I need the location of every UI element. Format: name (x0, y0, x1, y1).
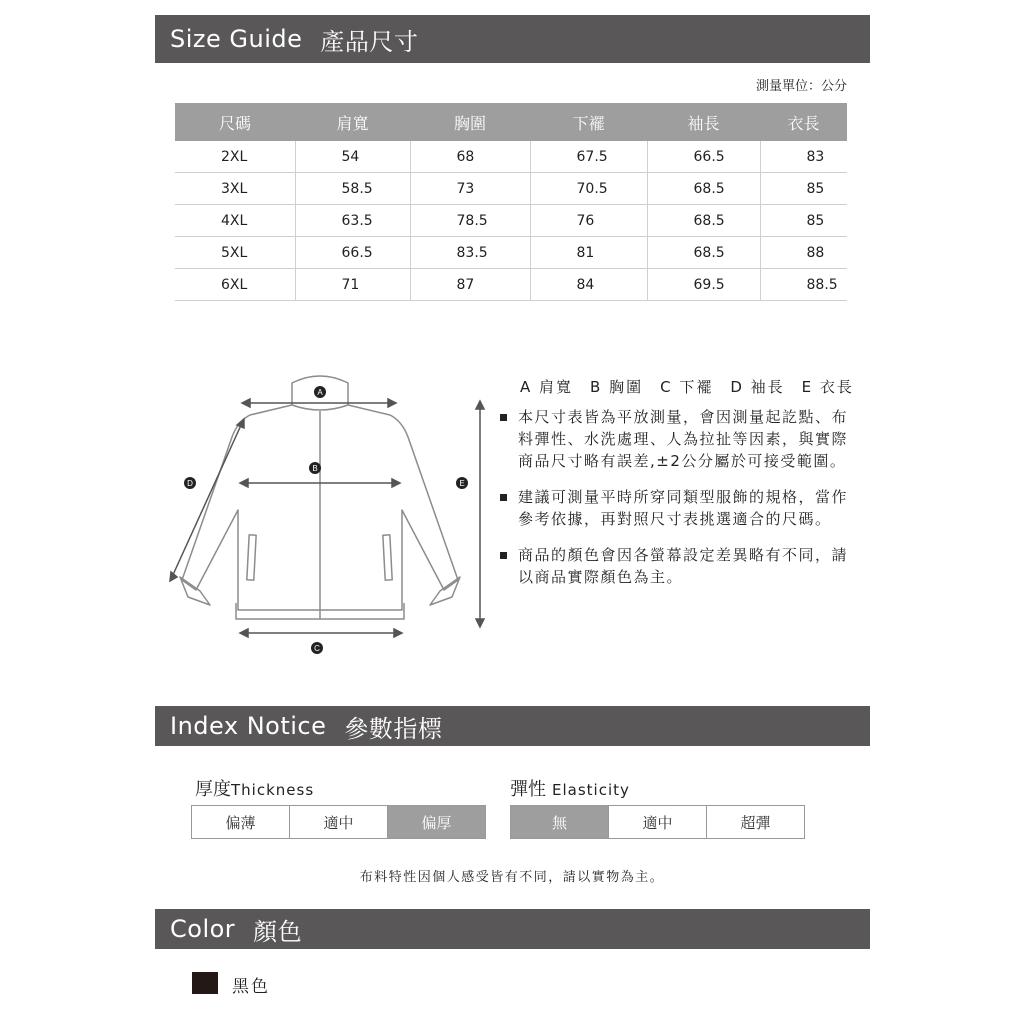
index-notice-banner (155, 706, 870, 746)
bullet-icon (500, 414, 507, 421)
table-cell: 67.5 (530, 141, 647, 173)
marker-e-label: E (459, 479, 465, 488)
list-item (500, 544, 860, 588)
table-cell: 83 (760, 141, 847, 173)
color-swatch (192, 972, 218, 994)
thickness-option-selected: 偏厚 (387, 806, 485, 838)
table-cell: 66.5 (295, 237, 410, 269)
marker-d-label: D (187, 479, 193, 488)
note-text: 商品的顏色會因各螢幕設定差異略有不同，請以商品實際顏色為主。 (518, 546, 849, 586)
table-cell: 73 (410, 173, 530, 205)
table-row (175, 173, 847, 205)
bullet-icon (500, 552, 507, 559)
measurement-notes (500, 406, 860, 602)
table-row (175, 141, 847, 173)
table-cell: 4XL (175, 205, 295, 237)
table-cell: 85 (760, 173, 847, 205)
thickness-option: 偏薄 (225, 813, 256, 832)
index-notice-title-en: Index Notice (170, 712, 327, 740)
elasticity-option: 超彈 (706, 806, 804, 838)
table-row (175, 237, 847, 269)
list-item (500, 406, 860, 472)
table-cell: 68.5 (647, 237, 760, 269)
table-cell: 58.5 (295, 173, 410, 205)
thickness-scale (191, 805, 486, 839)
thickness-label-zh: 厚度 (195, 779, 231, 800)
size-table-header (175, 103, 847, 141)
header-cell: 胸圍 (410, 103, 530, 141)
size-guide-title-zh: 產品尺寸 (320, 27, 419, 56)
elasticity-option: 適中 (608, 806, 706, 838)
table-row (175, 269, 847, 301)
table-cell: 87 (410, 269, 530, 301)
table-cell: 83.5 (410, 237, 530, 269)
table-cell: 85 (760, 205, 847, 237)
unit-note: 測量單位：公分 (755, 79, 847, 94)
color-name: 黑色 (232, 977, 270, 997)
table-cell: 88 (760, 237, 847, 269)
header-cell: 下襬 (530, 103, 647, 141)
header-cell: 肩寬 (295, 103, 410, 141)
size-table (175, 103, 847, 301)
list-item (500, 486, 860, 530)
jacket-diagram (160, 365, 500, 665)
thickness-label (195, 775, 314, 801)
elasticity-label-en: Elasticity (552, 781, 630, 799)
header-cell: 衣長 (760, 103, 847, 141)
color-title-zh: 顏色 (253, 917, 303, 946)
table-cell: 68.5 (647, 205, 760, 237)
table-cell: 88.5 (760, 269, 847, 301)
table-cell: 78.5 (410, 205, 530, 237)
color-banner (155, 909, 870, 949)
marker-b-label: B (312, 464, 318, 473)
table-cell: 84 (530, 269, 647, 301)
size-guide-title-en: Size Guide (170, 25, 303, 53)
table-cell: 68.5 (647, 173, 760, 205)
table-cell: 68 (410, 141, 530, 173)
index-notice-title-zh: 參數指標 (344, 714, 443, 743)
header-cell: 袖長 (647, 103, 760, 141)
header-cell: 尺碼 (175, 103, 295, 141)
measurement-legend: A 肩寬 B 胸圍 C 下襬 D 袖長 E 衣長 (520, 378, 854, 396)
marker-c-label: C (314, 644, 320, 653)
table-cell: 76 (530, 205, 647, 237)
elasticity-label-zh: 彈性 (510, 779, 546, 800)
size-guide-banner (155, 15, 870, 63)
table-cell: 5XL (175, 237, 295, 269)
elasticity-option-selected: 無 (511, 806, 608, 838)
table-cell: 81 (530, 237, 647, 269)
table-cell: 63.5 (295, 205, 410, 237)
thickness-option: 適中 (289, 806, 387, 838)
table-cell: 54 (295, 141, 410, 173)
table-cell: 69.5 (647, 269, 760, 301)
note-text: 建議可測量平時所穿同類型服飾的規格，當作參考依據，再對照尺寸表挑選適合的尺碼。 (518, 488, 849, 528)
elasticity-scale (510, 805, 805, 839)
thickness-label-en: Thickness (231, 781, 315, 799)
marker-a-label: A (317, 388, 323, 397)
table-cell: 66.5 (647, 141, 760, 173)
table-cell: 2XL (175, 141, 295, 173)
fabric-note: 布料特性因個人感受皆有不同，請以實物為主。 (359, 870, 665, 885)
table-cell: 70.5 (530, 173, 647, 205)
table-cell: 3XL (175, 173, 295, 205)
table-cell: 71 (295, 269, 410, 301)
note-text: 本尺寸表皆為平放測量，會因測量起訖點、布料彈性、水洗處理、人為拉扯等因素，與實際商品尺寸略有誤差,±2公分屬於可接受範圍。 (518, 408, 849, 470)
table-row (175, 205, 847, 237)
color-title-en: Color (170, 915, 236, 943)
bullet-icon (500, 494, 507, 501)
elasticity-label (510, 775, 630, 801)
table-cell: 6XL (175, 269, 295, 301)
